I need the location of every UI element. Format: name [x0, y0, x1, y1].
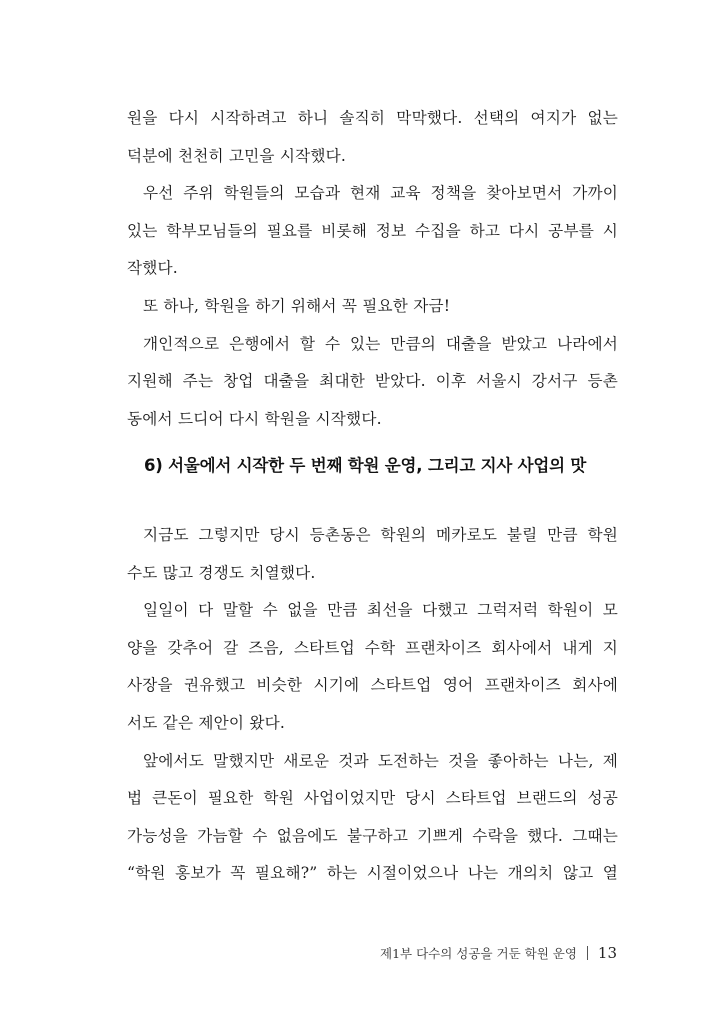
text-line: 양을 갖추어 갈 즈음, 스타트업 수학 프랜차이즈 회사에서 내게 지 [127, 638, 618, 657]
text-line: 서도 같은 제안이 왔다. [127, 713, 285, 732]
body-text-section-1 [127, 100, 618, 438]
text-line: 덕분에 천천히 고민을 시작했다. [127, 146, 347, 165]
text-line: 작했다. [127, 259, 178, 278]
text-line: 수도 많고 경쟁도 치열했다. [127, 563, 316, 582]
body-text-section-2 [127, 517, 618, 893]
text-line: 동에서 드디어 다시 학원을 시작했다. [127, 409, 382, 428]
footer-divider [587, 946, 588, 960]
text-line: 있는 학부모님들의 필요를 비롯해 정보 수집을 하고 다시 공부를 시 [127, 221, 618, 240]
page-number: 13 [597, 944, 617, 962]
text-line: 지원해 주는 창업 대출을 최대한 받았다. 이후 서울시 강서구 등촌 [127, 372, 618, 391]
page-footer [380, 944, 617, 962]
text-line: 지금도 그렇지만 당시 등촌동은 학원의 메카로도 불릴 만큼 학원 [143, 526, 618, 544]
running-title: 제1부 다수의 성공을 거둔 학원 운영 [380, 946, 577, 961]
text-line: 법 큰돈이 필요한 학원 사업이었지만 당시 스타트업 브랜드의 성공 [127, 789, 618, 808]
text-line: 일일이 다 말할 수 없을 만큼 최선을 다했고 그럭저럭 학원이 모 [143, 601, 618, 620]
text-line: 개인적으로 은행에서 할 수 있는 만큼의 대출을 받았고 나라에서 [143, 334, 618, 353]
text-line: 앞에서도 말했지만 새로운 것과 도전하는 것을 좋아하는 나는, 제 [143, 751, 618, 770]
text-line: 사장을 권유했고 비슷한 시기에 스타트업 영어 프랜차이즈 회사에 [127, 676, 618, 695]
text-line: 원을 다시 시작하려고 하니 솔직히 막막했다. 선택의 여지가 없는 [127, 109, 618, 127]
text-line: 가능성을 가늠할 수 없음에도 불구하고 기쁘게 수락을 했다. 그때는 [127, 826, 618, 845]
text-line: “학원 홍보가 꼭 필요해?” 하는 시절이었으나 나는 개의치 않고 열 [127, 864, 618, 883]
section-heading: 6) 서울에서 시작한 두 번째 학원 운영, 그리고 지사 사업의 맛 [144, 456, 587, 475]
text-line: 우선 주위 학원들의 모습과 현재 교육 정책을 찾아보면서 가까이 [143, 184, 618, 203]
text-line: 또 하나, 학원을 하기 위해서 꼭 필요한 자금! [143, 296, 451, 315]
